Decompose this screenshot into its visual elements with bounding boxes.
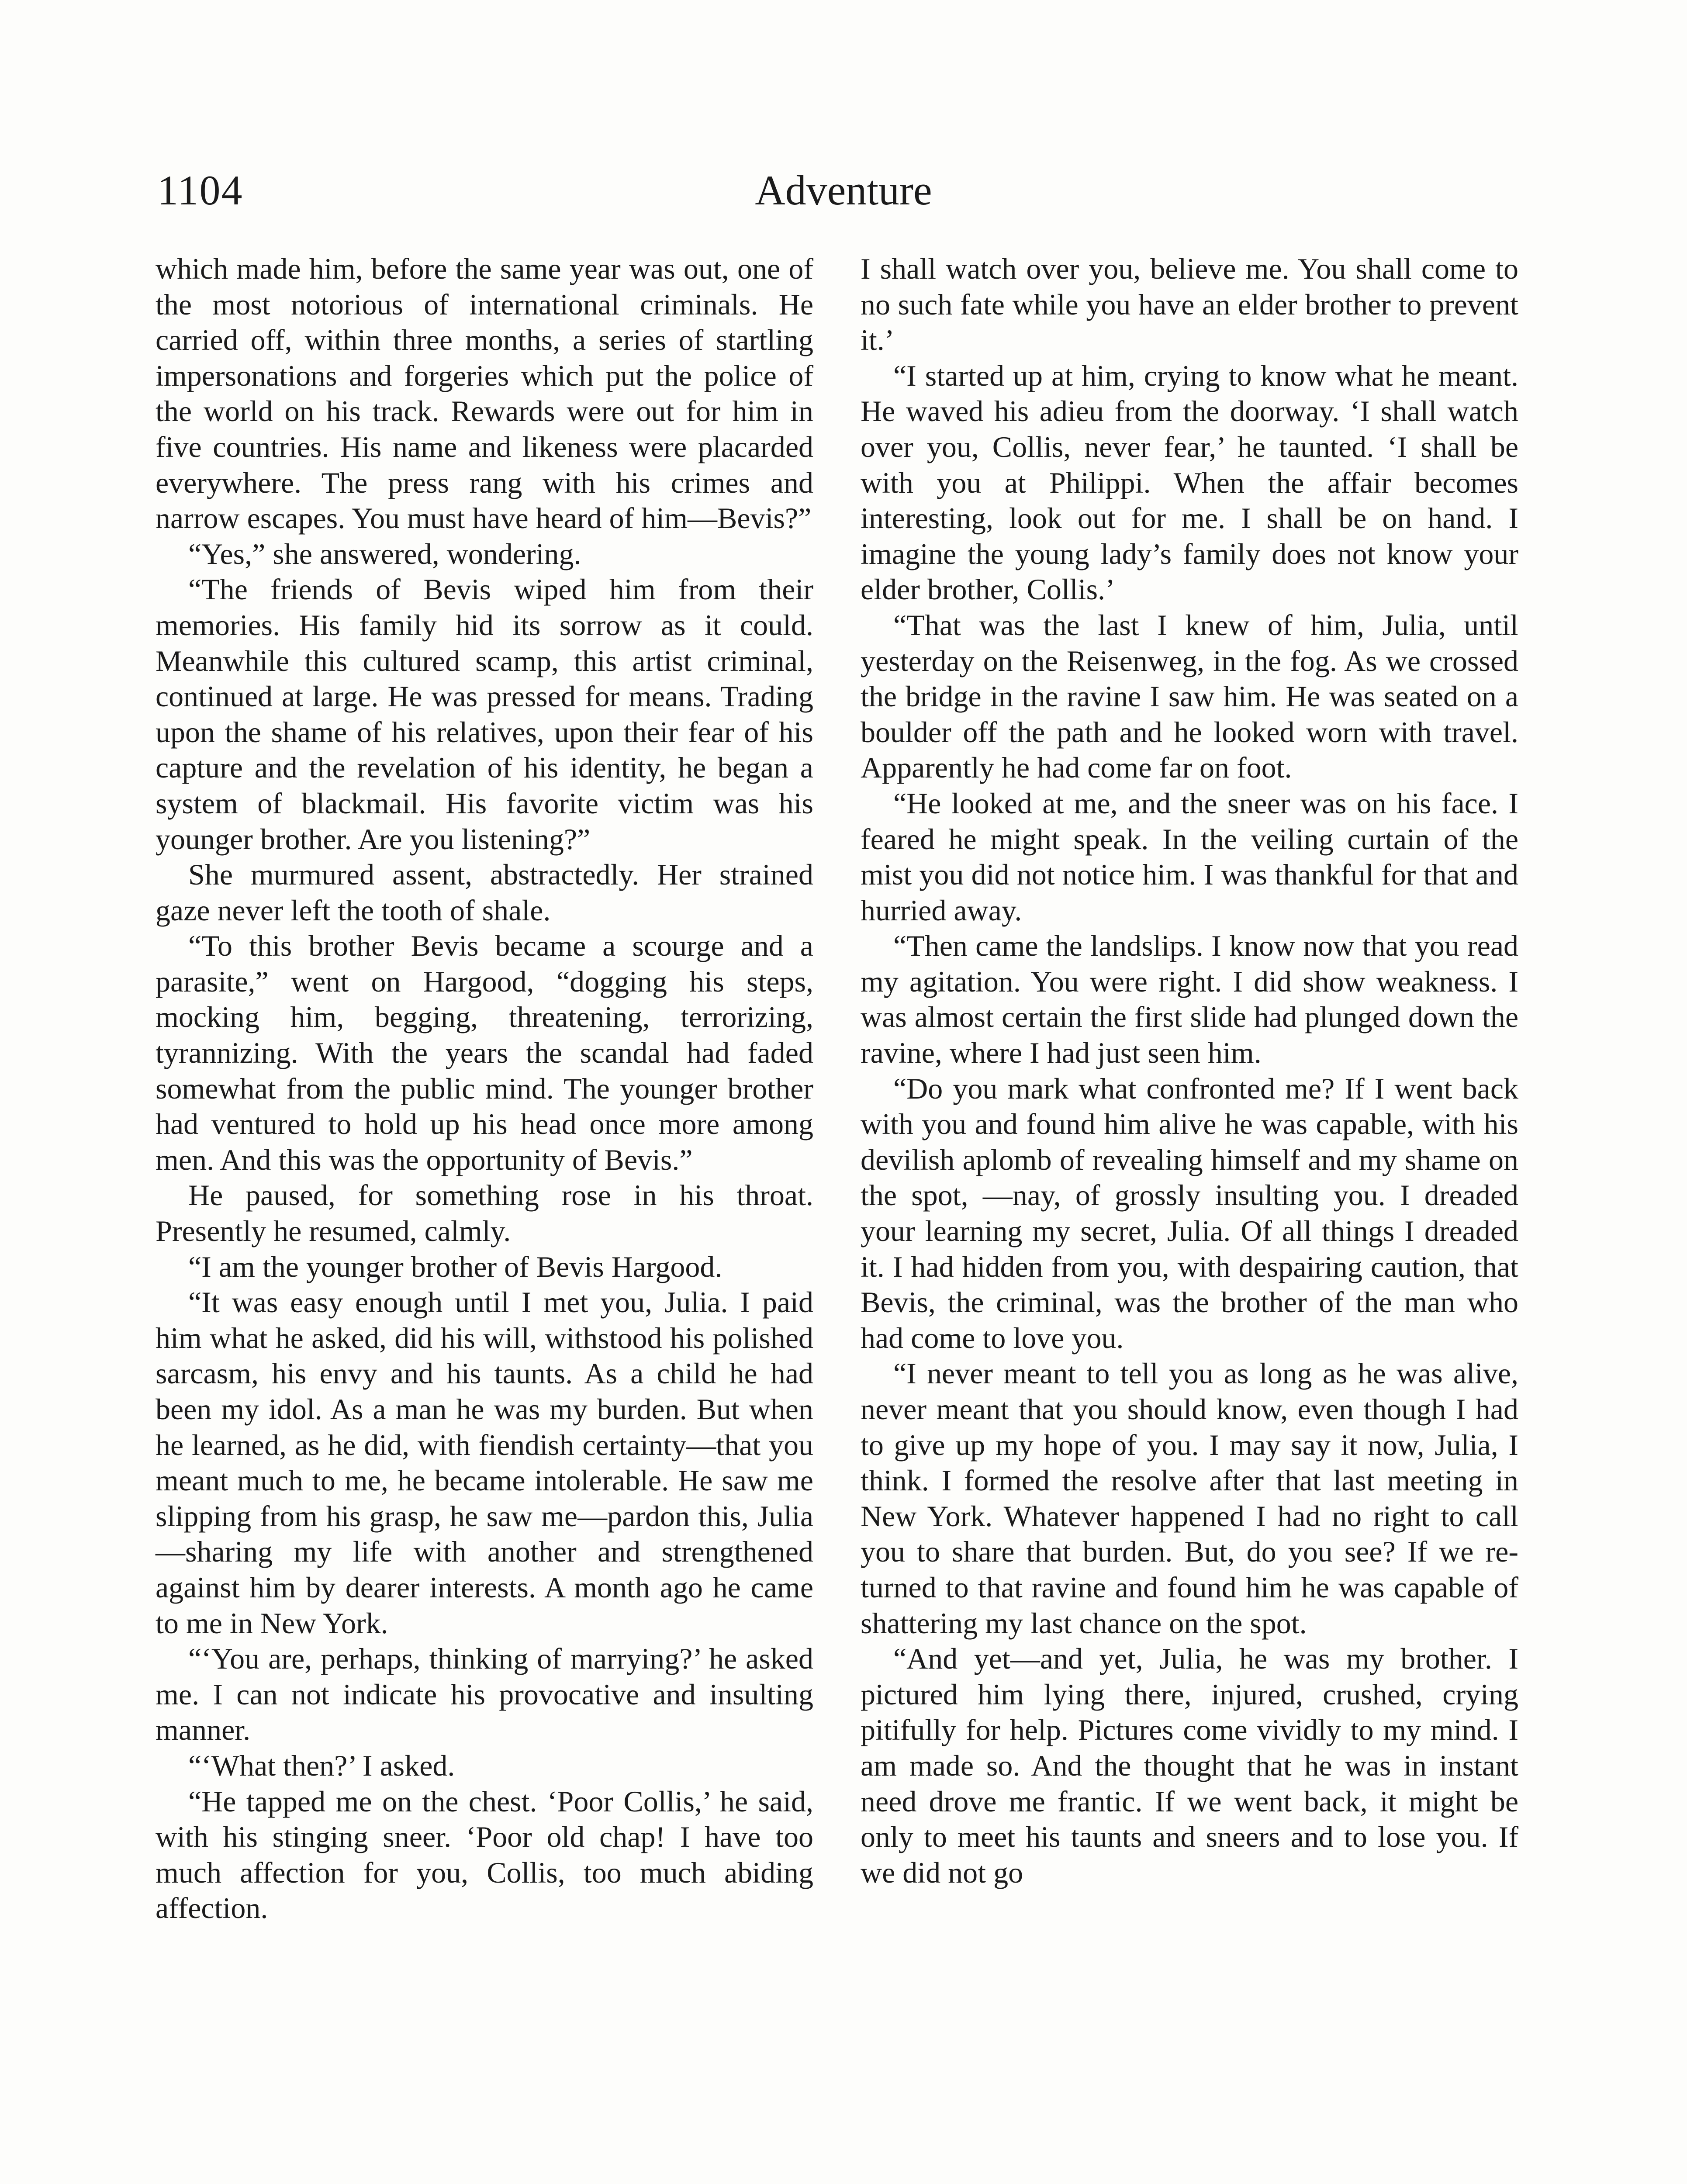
paragraph: which made him, before the same year was out, one of the most notorious of international criminals. He carried off, within three months, a series of startling impersonations and forgeries which put the police of the world on his track. Rewards were out for him in five countries. His name and likeness were placarded everywhere. The press rang with his crimes and narrow escapes. You must have heard of him—Bevis?” <box>156 252 813 535</box>
left-column <box>156 251 813 1926</box>
paragraph: “I never meant to tell you as long as he was alive, never meant that you should know, even though I had to give up my hope of you. I may say it now, Julia, I think. I formed the resolve after that last meeting in New York. Whatever happened I had no right to call you to share that burden. But, do you see? If we returned to that ravine and found him he was capable of shattering my last chance on the spot. <box>861 1357 1518 1640</box>
page-number: 1104 <box>157 167 243 214</box>
paragraph: “He tapped me on the chest. ‘Poor Collis,’ he said, with his stinging sneer. ‘Poor old chap! I have too much affection for you, Collis, too much abiding affection. <box>156 1784 813 1925</box>
paragraph: “I am the younger brother of Bevis Hargood. <box>188 1250 723 1283</box>
paragraph: “‘What then?’ I asked. <box>188 1749 455 1782</box>
paragraph: “I started up at him, crying to know what he meant. He waved his adieu from the doorway. ‘I shall watch over you, Collis, never fear,’ he taunted. ‘I shall be with you at Philippi. When the affair becomes interesting, look out for me. I shall be on hand. I imagine the young lady’s family does not know your elder brother, Collis.’ <box>861 359 1518 606</box>
paragraph: She murmured assent, abstractedly. Her strained gaze never left the tooth of shale. <box>156 858 813 927</box>
right-column <box>861 251 1518 1890</box>
paragraph: “It was easy enough until I met you, Julia. I paid him what he asked, did his will, withstood his polished sarcasm, his envy and his taunts. As a child he had been my idol. As a man he was my burden. But when he learned, as he did, with fiendish certainty—that you meant much to me, he became intolerable. He saw me slipping from his grasp, he saw me—pardon this, Julia—sharing my life with another and strengthened against him by dearer interests. A month ago he came to me in New York. <box>156 1286 813 1640</box>
paragraph: He paused, for something rose in his throat. Presently he resumed, calmly. <box>156 1178 813 1248</box>
paragraph: “He looked at me, and the sneer was on his face. I feared he might speak. In the veiling curtain of the mist you did not notice him. I was thankful for that and hurried away. <box>861 786 1518 927</box>
paragraph: I shall watch over you, believe me. You shall come to no such fate while you have an elder brother to prevent it.’ <box>861 252 1518 357</box>
paragraph: “And yet—and yet, Julia, he was my brother. I pictured him lying there, injured, crushed, crying pitifully for help. Pictures come vividly to my mind. I am made so. And the thought that he was in instant need drove me frantic. If we went back, it might be only to meet his taunts and sneers and to lose you. If we did not go <box>861 1642 1518 1889</box>
paragraph: “Then came the landslips. I know now that you read my agitation. You were right. I did show weakness. I was almost certain the first slide had plunged down the ravine, where I had just seen him. <box>861 929 1518 1070</box>
paragraph: “To this brother Bevis became a scourge and a parasite,” went on Hargood, “dogging his steps, mocking him, begging, threatening, terrorizing, tyrannizing. With the years the scandal had faded somewhat from the public mind. The younger brother had ventured to hold up his head once more among men. And this was the opportunity of Bevis.” <box>156 929 813 1176</box>
paragraph: “‘You are, perhaps, thinking of marrying?’ he asked me. I can not indicate his provocative and insulting manner. <box>156 1642 813 1747</box>
paragraph: “The friends of Bevis wiped him from their memories. His family hid its sorrow as it could. Meanwhile this cultured scamp, this artist criminal, continued at large. He was pressed for means. Trading upon the shame of his relatives, upon their fear of his capture and the revelation of his identity, he began a system of blackmail. His favorite victim was his younger brother. Are you listening?” <box>156 573 813 856</box>
paragraph: “Yes,” she answered, wondering. <box>188 537 581 570</box>
running-title: Adventure <box>755 167 932 214</box>
paragraph: “Do you mark what confronted me? If I went back with you and found him alive he was capable, with his devilish aplomb of revealing himself and my shame on the spot, —nay, of grossly insulting you. I dreaded your learning my secret, Julia. Of all things I dreaded it. I had hidden from you, with despairing caution, that Bevis, the criminal, was the brother of the man who had come to love you. <box>861 1071 1518 1355</box>
paragraph: “That was the last I knew of him, Julia, until yesterday on the Reisenweg, in the fog. As we crossed the bridge in the ravine I saw him. He was seated on a boulder off the path and he looked worn with travel. Apparently he had come far on foot. <box>861 608 1518 784</box>
